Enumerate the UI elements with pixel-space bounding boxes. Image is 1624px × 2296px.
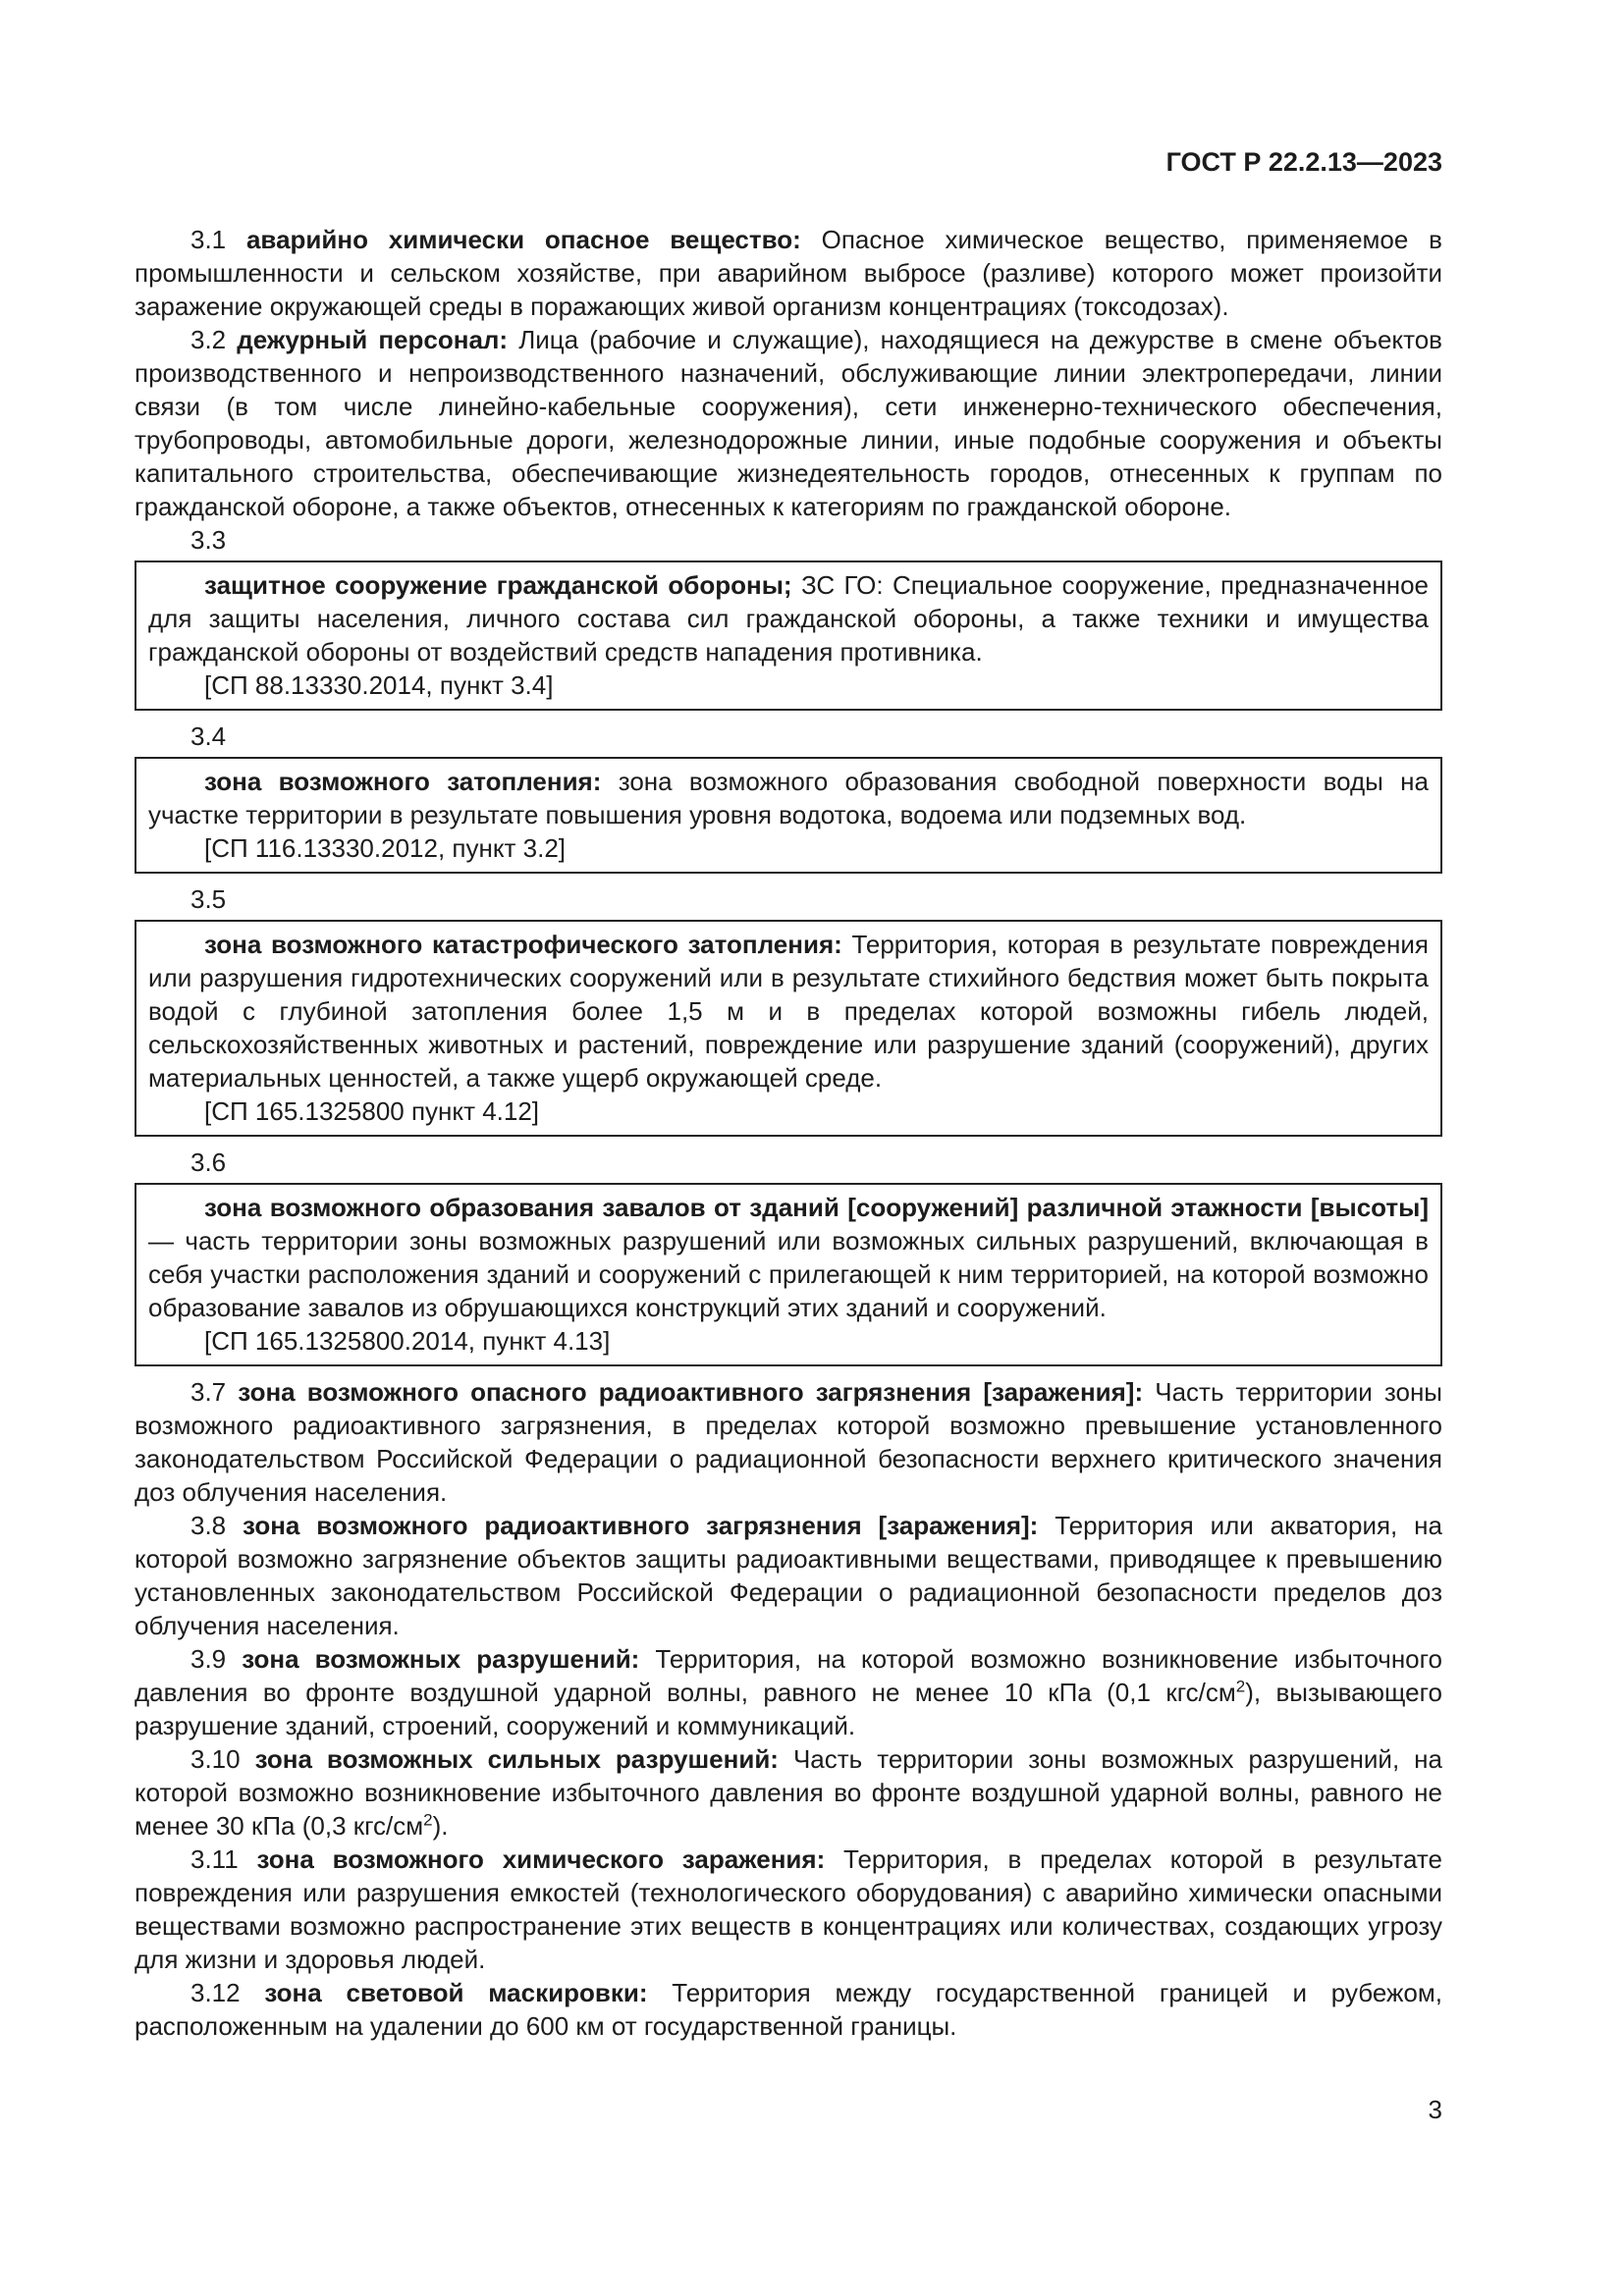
definition-box-3-6	[135, 1183, 1442, 1366]
definition-term: дежурный персонал:	[237, 325, 509, 354]
definition-term: зона возможного затопления:	[204, 767, 602, 796]
definition-term: зона возможного образования завалов от зданий [сооружений] различной этажности [высоты]	[204, 1193, 1429, 1222]
definition-number-3-5: 3.5	[190, 884, 227, 914]
definitions-section	[135, 223, 1442, 2043]
superscript: 2	[423, 1810, 433, 1830]
definition-text: Территория, которая в результате повреждения или разрушения гидротехнических сооружений или в результате стихийного бедствия может быть покрыта водой с глубиной затопления более 1,5 м и в пределах которой возможны гибель людей, сельскохозяйственных животных и растений, повреждение или разрушение зданий (сооружений), других материальных ценностей, а также ущерб окружающей среде.	[148, 930, 1429, 1093]
definition-number-3-3: 3.3	[190, 525, 227, 555]
definition-text: Лица (рабочие и служащие), находящиеся на дежурстве в смене объектов производственного и непроизводственного назначений, обслуживающие линии электропередачи, линии связи (в том числе линейно-кабельные сооружения), сети инженерно-технического обеспечения, трубопроводы, автомобильные дороги, железнодорожные линии, иные подобные сооружения и объекты капитального строительства, обеспечивающие жизнедеятельность городов, отнесенных к группам по гражданской обороне, а также объектов, отнесенных к категориям по гражданской обороне.	[135, 325, 1442, 521]
definition-box-3-3	[135, 561, 1442, 711]
definition-number: 3.10	[190, 1744, 241, 1774]
definition-term: аварийно химически опасное вещество:	[245, 225, 801, 254]
definition-text: Опасное химическое вещество, применяемое в промышленности и сельском хозяйстве, при аварийном выбросе (разливе) которого может произойти заражение окружающей среды в поражающих живой организм концентрациях (токсодозах).	[135, 225, 1442, 321]
definition-number-3-4: 3.4	[190, 721, 227, 751]
superscript: 2	[1235, 1677, 1246, 1696]
definition-3-12	[135, 1976, 1442, 2043]
definition-number-3-6: 3.6	[190, 1148, 227, 1177]
definition-number: 3.8	[190, 1511, 227, 1540]
definition-box-3-5	[135, 920, 1442, 1137]
definition-term: зона возможного катастрофического затопления:	[204, 930, 842, 959]
definition-text: Территория или акватория, на которой возможно загрязнение объектов защиты радиоактивными веществами, приводящее к превышению установленных законодательством Российской Федерации о радиационной безопасности пределов доз облучения населения.	[135, 1511, 1442, 1640]
definition-3-11	[135, 1842, 1442, 1976]
definition-text-end: ), вызывающего разрушение зданий, строений, сооружений и коммуникаций.	[135, 1678, 1442, 1740]
definition-term: зона возможного радиоактивного загрязнения [заражения]:	[243, 1511, 1039, 1540]
definition-text: — часть территории зоны возможных разрушений или возможных сильных разрушений, включающая в себя участки расположения зданий и сооружений с прилегающей к ним территорией, на которой возможно образование завалов из обрушающихся конструкций этих зданий и сооружений.	[148, 1226, 1429, 1322]
definition-source: [СП 116.13330.2012, пункт 3.2]	[204, 833, 566, 863]
definition-3-10	[135, 1742, 1442, 1842]
definition-term: зона возможных разрушений:	[242, 1644, 640, 1674]
definition-text: зона возможного образования свободной поверхности воды на участке территории в результате повышения уровня водотока, водоема или подземных вод.	[148, 767, 1429, 829]
page-number: 3	[1428, 2095, 1442, 2124]
document-code: ГОСТ Р 22.2.13—2023	[1165, 147, 1442, 177]
definition-3-2	[135, 323, 1442, 523]
definition-term: зона возможных сильных разрушений:	[254, 1744, 779, 1774]
definition-term: зона возможного опасного радиоактивного загрязнения [заражения]:	[238, 1377, 1144, 1407]
definition-term: защитное сооружение гражданской обороны;	[204, 570, 792, 600]
definition-source: [СП 165.1325800.2014, пункт 4.13]	[204, 1326, 611, 1356]
definition-3-7	[135, 1375, 1442, 1509]
definition-number: 3.2	[190, 325, 227, 354]
definition-source: [СП 165.1325800 пункт 4.12]	[204, 1096, 540, 1126]
definition-number: 3.7	[190, 1377, 227, 1407]
definition-term: зона возможного химического заражения:	[256, 1844, 826, 1874]
definition-text: Часть территории зоны возможных разрушений, на которой возможно возникновение избыточного давления во фронте воздушной ударной волны, равного не менее 30 кПа (0,3 кгс/см	[135, 1744, 1442, 1841]
definition-number: 3.11	[190, 1844, 239, 1874]
definition-number: 3.12	[190, 1978, 241, 2007]
definition-text: ЗС ГО: Специальное сооружение, предназначенное для защиты населения, личного состава сил гражданской обороны, а также техники и имущества гражданской обороны от воздействий средств нападения противника.	[148, 570, 1429, 667]
definition-text: Часть территории зоны возможного радиоактивного загрязнения, в пределах которой возможно превышение установленного законодательством Российской Федерации о радиационной безопасности верхнего критического значения доз облучения населения.	[135, 1377, 1442, 1507]
definition-box-3-4	[135, 757, 1442, 874]
definition-3-1	[135, 223, 1442, 323]
definition-3-9	[135, 1642, 1442, 1742]
definition-text: Территория, на которой возможно возникновение избыточного давления во фронте воздушной ударной волны, равного не менее 10 кПа (0,1 кгс/см	[135, 1644, 1443, 1707]
definition-source: [СП 88.13330.2014, пункт 3.4]	[204, 670, 554, 700]
definition-3-8	[135, 1509, 1442, 1642]
definition-term: зона световой маскировки:	[264, 1978, 648, 2007]
definition-text: Территория между государственной границей и рубежом, расположенным на удалении до 600 км от государственной границы.	[135, 1978, 1442, 2041]
definition-text: Территория, в пределах которой в результате повреждения или разрушения емкостей (технологического оборудования) с аварийно химически опасными веществами возможно распространение этих веществ в концентрациях или количествах, создающих угрозу для жизни и здоровья людей.	[135, 1844, 1442, 1974]
definition-text-end: ).	[432, 1811, 449, 1841]
definition-number: 3.9	[190, 1644, 227, 1674]
definition-number: 3.1	[190, 225, 227, 254]
